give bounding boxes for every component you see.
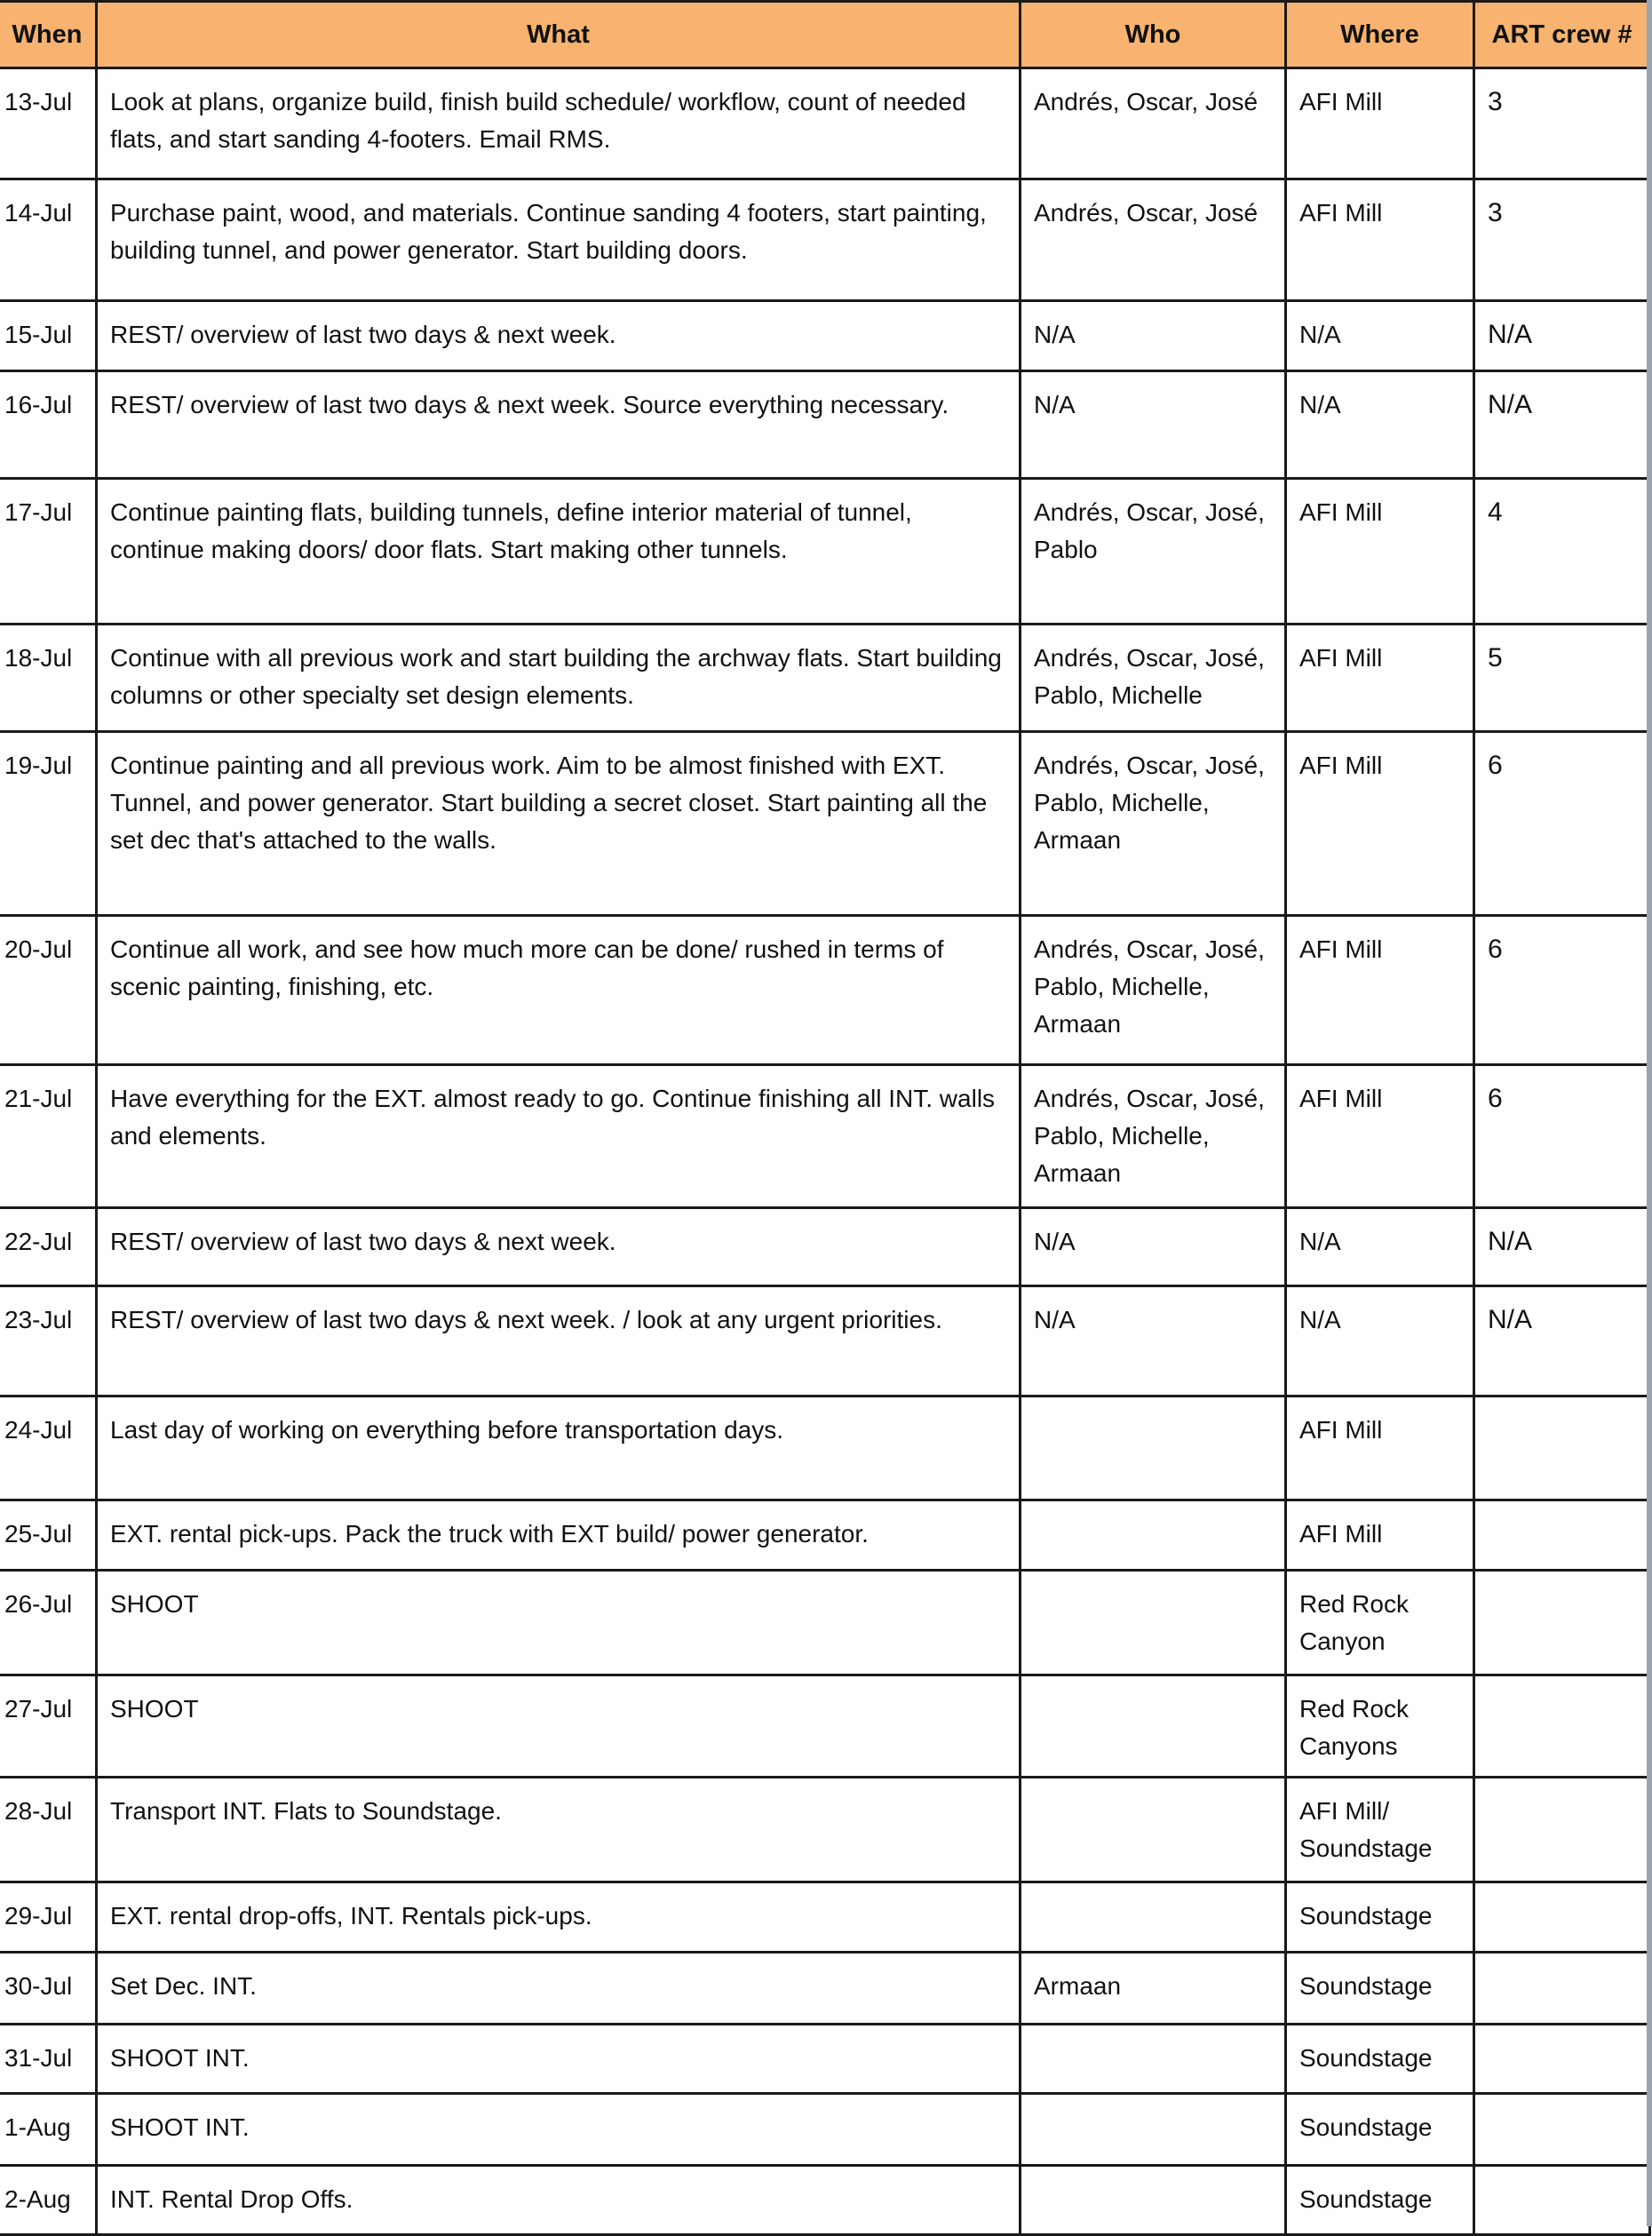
when-cell: 13-Jul	[0, 68, 97, 179]
header-where: Where	[1286, 2, 1474, 68]
who-cell: N/A	[1021, 301, 1286, 371]
crew-cell: N/A	[1474, 301, 1650, 371]
who-cell: Andrés, Oscar, José, Pablo, Michelle, Armaan	[1021, 732, 1286, 916]
crew-cell: N/A	[1474, 1286, 1650, 1397]
what-cell: EXT. rental pick-ups. Pack the truck with EXT build/ power generator.	[97, 1500, 1021, 1571]
who-cell: Andrés, Oscar, José	[1021, 179, 1286, 301]
page-edge	[1647, 0, 1652, 2226]
when-cell: 23-Jul	[0, 1286, 97, 1397]
crew-cell	[1474, 1675, 1650, 1778]
when-cell: 25-Jul	[0, 1500, 97, 1571]
crew-cell	[1474, 2094, 1650, 2166]
who-cell: Andrés, Oscar, José, Pablo, Michelle	[1021, 625, 1286, 732]
who-cell	[1021, 1571, 1286, 1675]
table-row	[0, 1208, 1650, 1286]
what-cell: SHOOT	[97, 1571, 1021, 1675]
what-cell: Look at plans, organize build, finish build schedule/ workflow, count of needed flats, and start sanding 4-footers. Email RMS.	[97, 68, 1021, 179]
where-cell: AFI Mill/ Soundstage	[1286, 1778, 1474, 1882]
when-cell: 18-Jul	[0, 625, 97, 732]
who-cell: Andrés, Oscar, José, Pablo	[1021, 479, 1286, 625]
where-cell: Soundstage	[1286, 2094, 1474, 2166]
who-cell	[1021, 2094, 1286, 2166]
crew-cell	[1474, 1571, 1650, 1675]
table-row	[0, 2025, 1650, 2094]
who-cell: N/A	[1021, 1208, 1286, 1286]
where-cell: AFI Mill	[1286, 625, 1474, 732]
crew-cell: 6	[1474, 1065, 1650, 1208]
table-row	[0, 301, 1650, 371]
when-cell: 16-Jul	[0, 371, 97, 479]
where-cell: AFI Mill	[1286, 1500, 1474, 1571]
crew-cell: 6	[1474, 732, 1650, 916]
table-row	[0, 479, 1650, 625]
who-cell	[1021, 2025, 1286, 2094]
crew-cell: 6	[1474, 916, 1650, 1065]
header-crew: ART crew #	[1474, 2, 1650, 68]
what-cell: REST/ overview of last two days & next week.	[97, 1208, 1021, 1286]
crew-cell: 4	[1474, 479, 1650, 625]
where-cell: Soundstage	[1286, 1953, 1474, 2025]
when-cell: 24-Jul	[0, 1397, 97, 1500]
crew-cell: N/A	[1474, 1208, 1650, 1286]
when-cell: 30-Jul	[0, 1953, 97, 2025]
what-cell: Purchase paint, wood, and materials. Continue sanding 4 footers, start painting, building tunnel, and power generator. Start building doors.	[97, 179, 1021, 301]
what-cell: SHOOT INT.	[97, 2025, 1021, 2094]
who-cell	[1021, 1500, 1286, 1571]
table-row	[0, 1065, 1650, 1208]
who-cell	[1021, 1882, 1286, 1953]
header-who: Who	[1021, 2, 1286, 68]
when-cell: 2-Aug	[0, 2166, 97, 2235]
where-cell: N/A	[1286, 1208, 1474, 1286]
what-cell: INT. Rental Drop Offs.	[97, 2166, 1021, 2235]
what-cell: Last day of working on everything before transportation days.	[97, 1397, 1021, 1500]
where-cell: AFI Mill	[1286, 732, 1474, 916]
table-row	[0, 916, 1650, 1065]
who-cell: Andrés, Oscar, José, Pablo, Michelle, Armaan	[1021, 1065, 1286, 1208]
when-cell: 27-Jul	[0, 1675, 97, 1778]
when-cell: 14-Jul	[0, 179, 97, 301]
what-cell: REST/ overview of last two days & next week.	[97, 301, 1021, 371]
what-cell: Continue painting flats, building tunnels, define interior material of tunnel, continue making doors/ door flats. Start making other tunnels.	[97, 479, 1021, 625]
crew-cell: N/A	[1474, 371, 1650, 479]
header-what: What	[97, 2, 1021, 68]
when-cell: 29-Jul	[0, 1882, 97, 1953]
who-cell: Andrés, Oscar, José, Pablo, Michelle, Armaan	[1021, 916, 1286, 1065]
table-row	[0, 1778, 1650, 1882]
table-row	[0, 371, 1650, 479]
what-cell: Continue all work, and see how much more can be done/ rushed in terms of scenic painting, finishing, etc.	[97, 916, 1021, 1065]
where-cell: Red Rock Canyon	[1286, 1571, 1474, 1675]
when-cell: 28-Jul	[0, 1778, 97, 1882]
what-cell: Transport INT. Flats to Soundstage.	[97, 1778, 1021, 1882]
who-cell: Andrés, Oscar, José	[1021, 68, 1286, 179]
where-cell: Soundstage	[1286, 1882, 1474, 1953]
crew-cell	[1474, 1953, 1650, 2025]
table-row	[0, 1500, 1650, 1571]
crew-cell	[1474, 1500, 1650, 1571]
crew-cell: 5	[1474, 625, 1650, 732]
when-cell: 21-Jul	[0, 1065, 97, 1208]
what-cell: Continue painting and all previous work. Aim to be almost finished with EXT. Tunnel, and power generator. Start building a secret closet. Start painting all the set dec that's attached to the walls.	[97, 732, 1021, 916]
table-row	[0, 2166, 1650, 2235]
header-row	[0, 2, 1650, 68]
crew-cell: 3	[1474, 68, 1650, 179]
what-cell: SHOOT	[97, 1675, 1021, 1778]
when-cell: 15-Jul	[0, 301, 97, 371]
when-cell: 26-Jul	[0, 1571, 97, 1675]
who-cell: N/A	[1021, 371, 1286, 479]
crew-cell	[1474, 1778, 1650, 1882]
where-cell: AFI Mill	[1286, 916, 1474, 1065]
crew-cell	[1474, 2166, 1650, 2235]
when-cell: 17-Jul	[0, 479, 97, 625]
table-row	[0, 2094, 1650, 2166]
who-cell	[1021, 1675, 1286, 1778]
who-cell: Armaan	[1021, 1953, 1286, 2025]
table-row	[0, 732, 1650, 916]
when-cell: 31-Jul	[0, 2025, 97, 2094]
table-row	[0, 625, 1650, 732]
table-row	[0, 1286, 1650, 1397]
who-cell	[1021, 1778, 1286, 1882]
crew-cell: 3	[1474, 179, 1650, 301]
where-cell: Red Rock Canyons	[1286, 1675, 1474, 1778]
what-cell: SHOOT INT.	[97, 2094, 1021, 2166]
where-cell: N/A	[1286, 1286, 1474, 1397]
table-row	[0, 1953, 1650, 2025]
where-cell: N/A	[1286, 371, 1474, 479]
table-row	[0, 1571, 1650, 1675]
where-cell: AFI Mill	[1286, 479, 1474, 625]
header-when: When	[0, 2, 97, 68]
what-cell: Have everything for the EXT. almost ready to go. Continue finishing all INT. walls and elements.	[97, 1065, 1021, 1208]
what-cell: Continue with all previous work and start building the archway flats. Start building columns or other specialty set design elements.	[97, 625, 1021, 732]
crew-cell	[1474, 2025, 1650, 2094]
where-cell: AFI Mill	[1286, 68, 1474, 179]
when-cell: 20-Jul	[0, 916, 97, 1065]
table-row	[0, 1397, 1650, 1500]
where-cell: AFI Mill	[1286, 1065, 1474, 1208]
when-cell: 19-Jul	[0, 732, 97, 916]
table-row	[0, 179, 1650, 301]
table-row	[0, 68, 1650, 179]
crew-cell	[1474, 1397, 1650, 1500]
when-cell: 1-Aug	[0, 2094, 97, 2166]
what-cell: REST/ overview of last two days & next week. / look at any urgent priorities.	[97, 1286, 1021, 1397]
where-cell: N/A	[1286, 301, 1474, 371]
where-cell: Soundstage	[1286, 2025, 1474, 2094]
table-row	[0, 1675, 1650, 1778]
what-cell: Set Dec. INT.	[97, 1953, 1021, 2025]
what-cell: REST/ overview of last two days & next week. Source everything necessary.	[97, 371, 1021, 479]
table-row	[0, 1882, 1650, 1953]
where-cell: AFI Mill	[1286, 1397, 1474, 1500]
crew-cell	[1474, 1882, 1650, 1953]
where-cell: AFI Mill	[1286, 179, 1474, 301]
what-cell: EXT. rental drop-offs, INT. Rentals pick-ups.	[97, 1882, 1021, 1953]
where-cell: Soundstage	[1286, 2166, 1474, 2235]
who-cell	[1021, 1397, 1286, 1500]
when-cell: 22-Jul	[0, 1208, 97, 1286]
who-cell	[1021, 2166, 1286, 2235]
who-cell: N/A	[1021, 1286, 1286, 1397]
